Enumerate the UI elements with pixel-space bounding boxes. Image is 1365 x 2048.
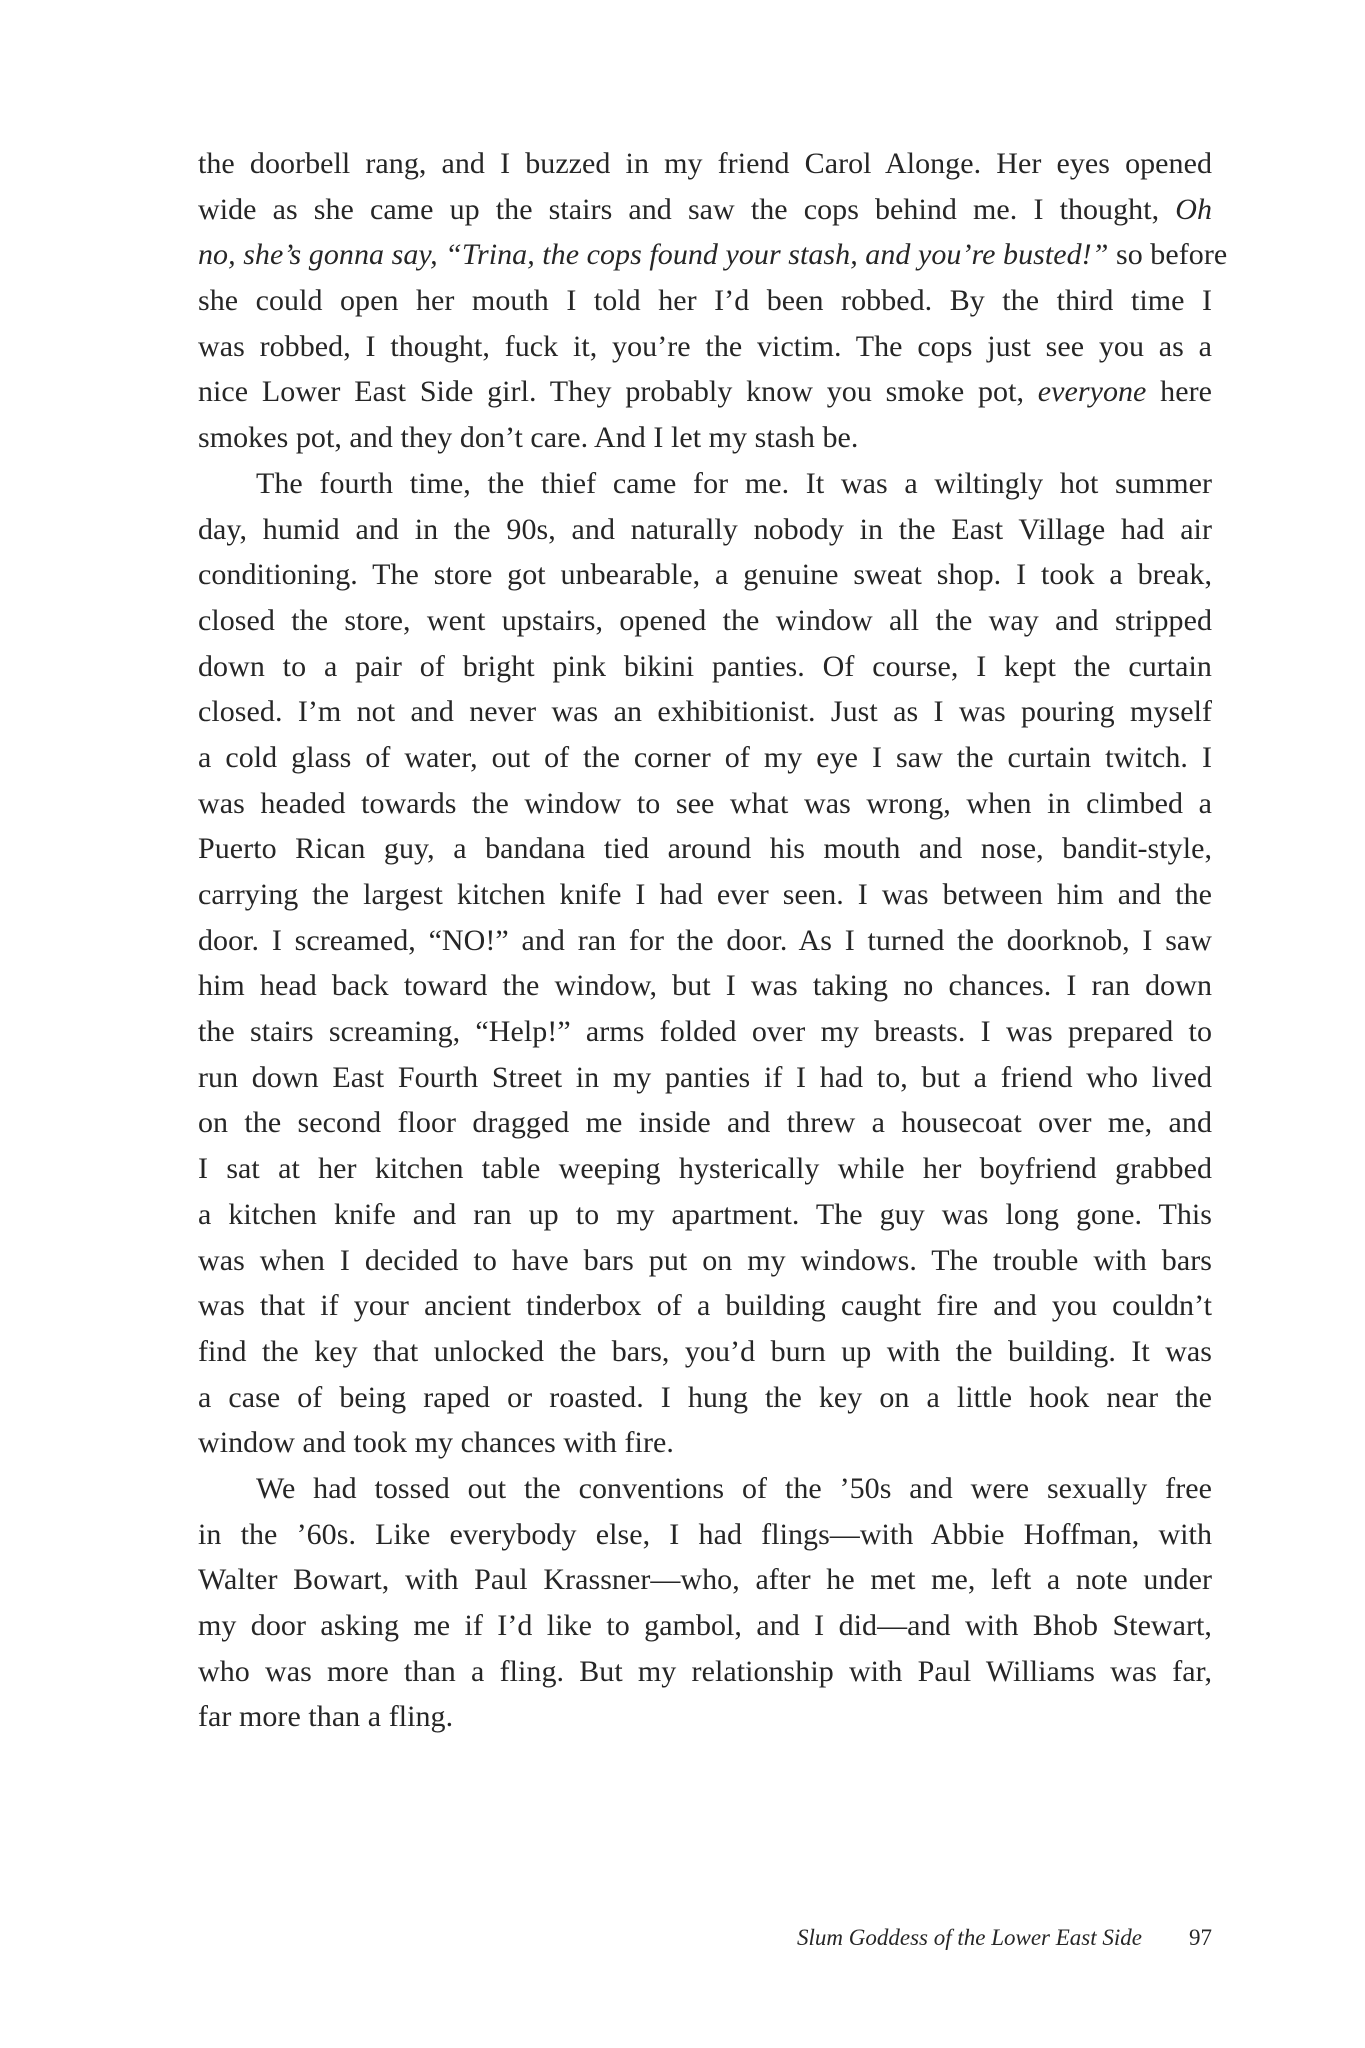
- text-line: [198, 1420, 1212, 1466]
- paragraph: [198, 141, 1228, 461]
- text-run: find the key that unlocked the bars, you’d burn up with the building. It was: [198, 1334, 1212, 1368]
- italic-text-run: everyone: [1037, 375, 1147, 409]
- page-footer: [198, 1925, 1212, 1965]
- running-title: Slum Goddess of the Lower East Side: [797, 1925, 1142, 1950]
- text-line: [198, 1055, 1212, 1101]
- text-run: closed the store, went upstairs, opened the window all the way and stripped: [198, 603, 1212, 637]
- text-run: the stairs screaming, “Help!” arms folded over my breasts. I was prepared to: [198, 1015, 1212, 1049]
- text-line: [198, 826, 1212, 872]
- text-run: who was more than a fling. But my relationship with Paul Williams was far,: [198, 1654, 1212, 1688]
- text-run: closed. I’m not and never was an exhibitionist. Just as I was pouring myself: [198, 695, 1212, 729]
- text-run: far more than a fling.: [198, 1700, 454, 1734]
- text-line: [198, 415, 1212, 461]
- italic-text-run: no, she’s gonna say, “Trina, the cops found your stash, and you’re busted!”: [198, 238, 1109, 272]
- text-run: a case of being raped or roasted. I hung the key on a little hook near the: [198, 1380, 1212, 1414]
- text-line: [198, 278, 1212, 324]
- text-run: I sat at her kitchen table weeping hysterically while her boyfriend grabbed: [198, 1152, 1212, 1186]
- text-run: a kitchen knife and ran up to my apartment. The guy was long gone. This: [198, 1197, 1212, 1231]
- text-line: [198, 141, 1212, 187]
- text-run: was that if your ancient tinderbox of a building caught fire and you couldn’t: [198, 1289, 1212, 1323]
- text-line: [198, 1192, 1212, 1238]
- text-run: my door asking me if I’d like to gambol, and I did—and with Bhob Stewart,: [198, 1609, 1212, 1642]
- text-line: [198, 1466, 1212, 1512]
- text-line: [198, 1694, 1212, 1740]
- text-line: [198, 461, 1212, 507]
- text-line: [198, 963, 1212, 1009]
- text-line: [198, 872, 1212, 918]
- page-number: 97: [1189, 1925, 1212, 1950]
- text-run: run down East Fourth Street in my panties if I had to, but a friend who lived: [198, 1060, 1212, 1094]
- text-line: [198, 1329, 1212, 1375]
- text-run: here: [1146, 375, 1212, 409]
- text-line: [198, 232, 1228, 278]
- text-line: [198, 735, 1212, 781]
- text-line: [198, 1146, 1212, 1192]
- text-run: carrying the largest kitchen knife I had ever seen. I was between him and the: [198, 878, 1212, 911]
- paragraph: [198, 1466, 1212, 1740]
- text-line: [198, 1375, 1212, 1421]
- text-run: on the second floor dragged me inside and threw a housecoat over me, and: [198, 1106, 1212, 1140]
- text-run: Puerto Rican guy, a bandana tied around his mouth and nose, bandit-style,: [198, 832, 1212, 866]
- text-run: a cold glass of water, out of the corner of my eye I saw the curtain twitch. I: [198, 740, 1212, 774]
- text-run: conditioning. The store got unbearable, a genuine sweat shop. I took a break,: [198, 558, 1212, 592]
- text-run: him head back toward the window, but I was taking no chances. I ran down: [198, 969, 1212, 1003]
- text-line: [198, 1603, 1212, 1649]
- text-line: [198, 507, 1212, 553]
- text-run: wide as she came up the stairs and saw the cops behind me. I thought,: [198, 192, 1176, 226]
- text-line: [198, 781, 1212, 827]
- text-run: door. I screamed, “NO!” and ran for the door. As I turned the doorknob, I saw: [198, 923, 1212, 957]
- text-line: [198, 1557, 1212, 1603]
- text-run: day, humid and in the 90s, and naturally nobody in the East Village had air: [198, 512, 1212, 546]
- text-run: window and took my chances with fire.: [198, 1426, 674, 1460]
- text-run: The fourth time, the thief came for me. It was a wiltingly hot summer: [256, 466, 1212, 500]
- text-line: [198, 1238, 1212, 1284]
- text-run: smokes pot, and they don’t care. And I let my stash be.: [198, 421, 859, 455]
- text-run: so before: [1108, 238, 1228, 272]
- text-line: [198, 369, 1212, 415]
- text-line: [198, 1512, 1212, 1558]
- text-run: she could open her mouth I told her I’d been robbed. By the third time I: [198, 284, 1212, 318]
- text-run: Walter Bowart, with Paul Krassner—who, after he met me, left a note under: [198, 1563, 1212, 1597]
- text-run: was robbed, I thought, fuck it, you’re the victim. The cops just see you as a: [198, 329, 1212, 363]
- text-run: was headed towards the window to see what was wrong, when in climbed a: [198, 786, 1212, 820]
- text-run: was when I decided to have bars put on my windows. The trouble with bars: [198, 1243, 1212, 1277]
- text-line: [198, 598, 1212, 644]
- text-line: [198, 324, 1212, 370]
- text-line: [198, 1100, 1212, 1146]
- text-line: [198, 918, 1212, 964]
- paragraph: [198, 461, 1212, 1466]
- text-line: [198, 1009, 1212, 1055]
- text-run: in the ’60s. Like everybody else, I had flings—with Abbie Hoffman, with: [198, 1517, 1212, 1551]
- body-text: [198, 141, 1228, 1740]
- text-line: [198, 187, 1212, 233]
- text-line: [198, 689, 1212, 735]
- text-line: [198, 644, 1212, 690]
- text-run: the doorbell rang, and I buzzed in my friend Carol Alonge. Her eyes opened: [198, 147, 1212, 180]
- text-run: down to a pair of bright pink bikini panties. Of course, I kept the curtain: [198, 649, 1212, 683]
- text-run: nice Lower East Side girl. They probably know you smoke pot,: [198, 375, 1038, 409]
- text-line: [198, 552, 1212, 598]
- text-line: [198, 1649, 1212, 1695]
- italic-text-run: Oh: [1175, 192, 1212, 226]
- text-line: [198, 1283, 1212, 1329]
- text-run: We had tossed out the conventions of the ’50s and were sexually free: [256, 1471, 1212, 1505]
